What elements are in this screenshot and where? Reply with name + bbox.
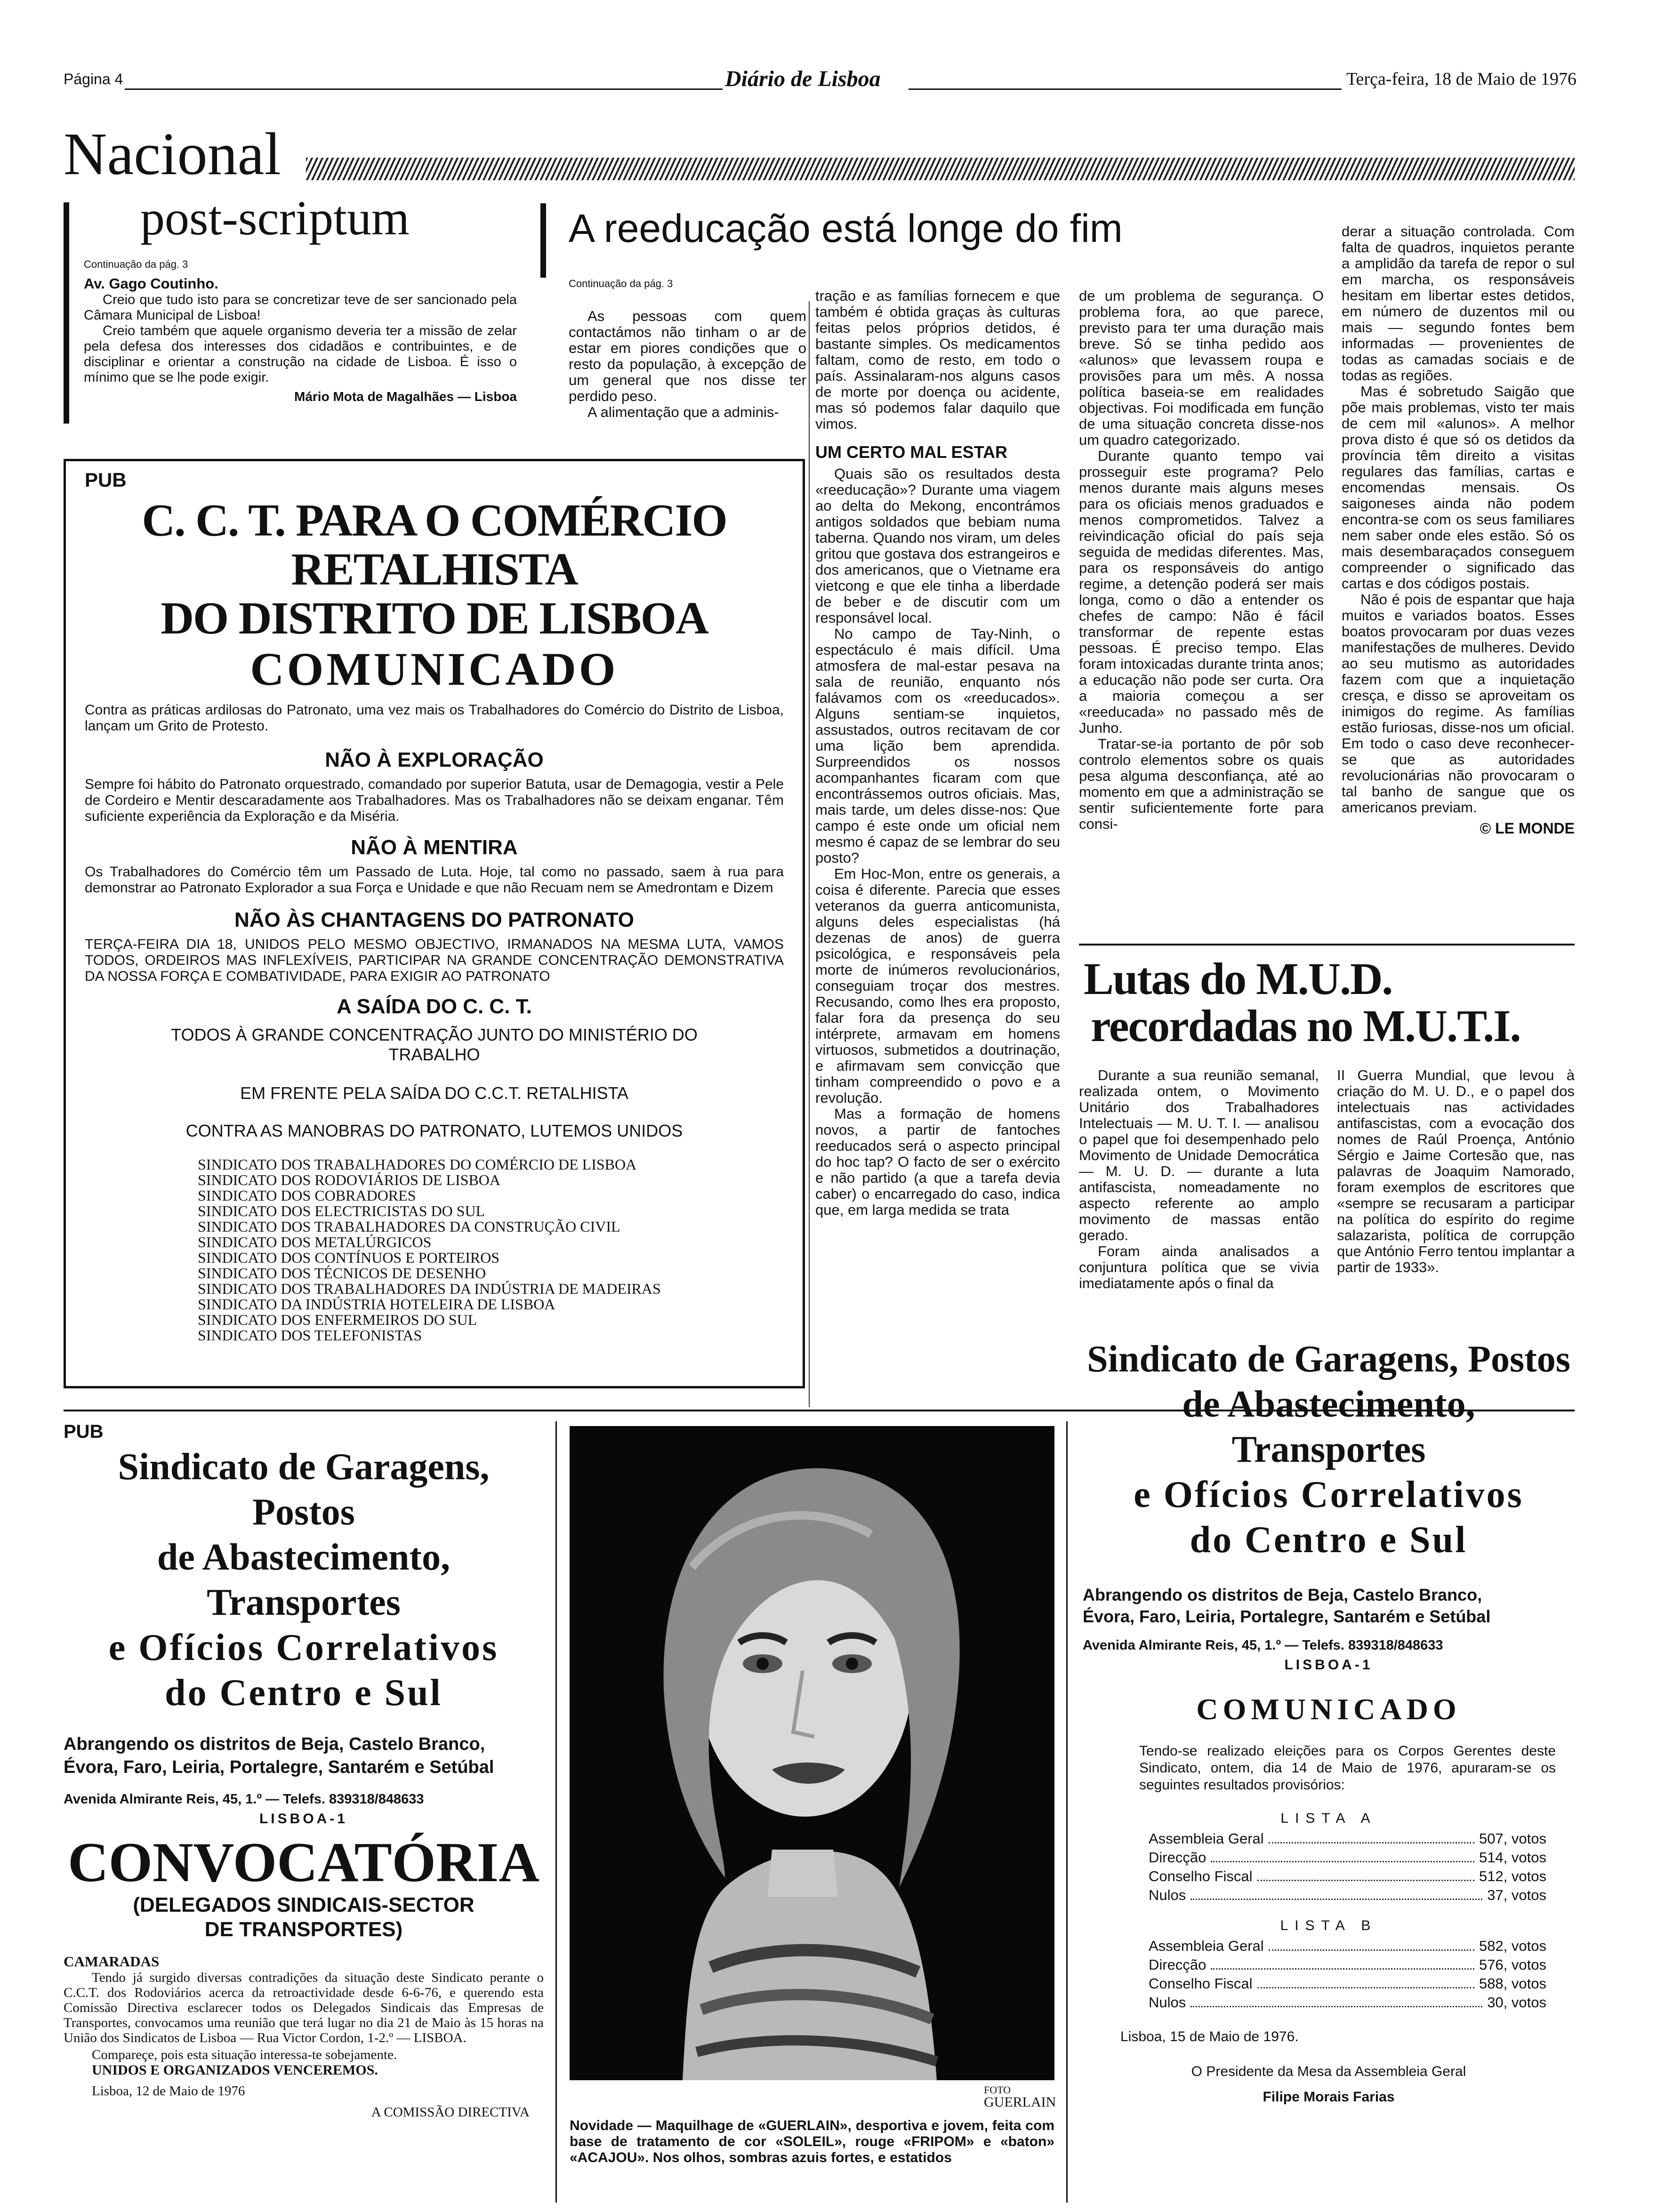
leader-dots <box>1211 1848 1474 1862</box>
cct-sindicato: SINDICATO DOS COBRADORES <box>198 1187 416 1204</box>
leader-dots <box>1257 1974 1474 1988</box>
mud-title-line2: recordadas no M.U.T.I. <box>1091 1001 1520 1051</box>
garagens-left-city: LISBOA-1 <box>259 1811 348 1827</box>
garagens-left-sign: A COMISSÃO DIRECTIVA <box>371 2105 530 2120</box>
result-label: Direcção <box>1149 1956 1207 1973</box>
reeducacao-paragraph: de um problema de segurança. O problema fora, ao que parece, previsto para ter uma duração mais breve. Só se tinha pedido aos «alunos» que levassem roupa e provisões para um mês. A nossa política baseia-se em realidades objectivas. Foi modificada em função de uma situação concreta disse-nos um quadro categorizado. <box>1079 288 1324 448</box>
result-label: Nulos <box>1149 1887 1186 1903</box>
garagens-left <box>64 1421 544 2207</box>
result-value: 512, votos <box>1479 1868 1546 1884</box>
garagens-right-name-1: Sindicato de Garagens, Postos <box>1087 1338 1570 1380</box>
garagens-right-districts-2: Évora, Faro, Leiria, Portalegre, Santarém e Setúbal <box>1083 1607 1491 1626</box>
header-rule-left <box>125 88 723 90</box>
lista-b-table <box>1149 1937 1546 2012</box>
mud-paragraph: Foram ainda analisados a conjuntura política que se vivia imediatamente após o final da <box>1079 1243 1319 1291</box>
result-label: Nulos <box>1149 1994 1186 2011</box>
garagens-left-districts-1: Abrangendo os distritos de Beja, Castelo Branco, <box>64 1734 485 1754</box>
header-date: Terça-feira, 18 de Maio de 1976 <box>1346 69 1577 89</box>
reeducacao-col-rule <box>809 301 810 1407</box>
lista-a-table <box>1149 1829 1546 1905</box>
section-hatch-bar <box>306 158 1575 180</box>
reeducacao-paragraph: Em Hoc-Mon, entre os generais, a coisa é diferente. Parecia que esses veteranos da guerra anticomunista, alguns deles especialistas (há dezenas de anos) de guerra psicológica, e responsáveis pela morte de inúmeros revolucionários, conseguiam troçar dos mestres. Recusando, como lhes era proposto, falar fora da presença do seu intérprete, armavam em homens virtuosos, submetidos a doutrinação, e afirmavam sem convicção que tinham compreendido o povo e a revolução. <box>815 866 1060 1106</box>
cct-sindicato: SINDICATO DOS CONTÍNUOS E PORTEIROS <box>198 1249 500 1266</box>
lista-b-row <box>1149 1993 1546 2012</box>
section-title: Nacional <box>64 120 281 187</box>
cct-sindicatos-list <box>198 1157 784 1343</box>
postscriptum-lead: Av. Gago Coutinho. <box>84 275 218 292</box>
mud-paragraph: Durante a sua reunião semanal, realizada ontem, o Movimento Unitário dos Trabalhadores Intelectuais — M. U. T. I. — analisou o papel que foi desempenhado pelo Movimento de Unidade Democrática — M. U. D. — durante a luta antifascista, nomeadamente no aspecto referente ao amplo movimento de massas então gerado. <box>1079 1067 1319 1243</box>
garagens-right-name-2: de Abastecimento, Transportes <box>1182 1384 1475 1470</box>
reeducacao-rule <box>540 203 546 278</box>
cct-heading-mentira: NÃO À MENTIRA <box>351 836 518 859</box>
garagens-left-address: Avenida Almirante Reis, 45, 1.º — Telefs. 839318/848633 <box>64 1792 424 1807</box>
garagens-left-convocatoria: CONVOCATÓRIA <box>67 1831 540 1893</box>
postscriptum-continuation: Continuação da pág. 3 <box>84 258 188 270</box>
result-label: Direcção <box>1149 1849 1207 1866</box>
lista-a-title: LISTA A <box>1280 1811 1377 1826</box>
cct-sindicato: SINDICATO DOS TRABALHADORES DA CONSTRUÇÃO CIVIL <box>198 1218 620 1235</box>
cct-sindicato: SINDICATO DOS TRABALHADORES DA INDÚSTRIA DE MADEIRAS <box>198 1280 661 1297</box>
result-value: 582, votos <box>1479 1938 1546 1954</box>
cct-sindicato: SINDICATO DA INDÚSTRIA HOTELEIRA DE LISBOA <box>198 1296 555 1313</box>
garagens-right-name-4: do Centro e Sul <box>1190 1519 1468 1561</box>
guerlain-foto-label: FOTO <box>984 2084 1011 2096</box>
masthead: Diário de Lisboa <box>725 66 881 91</box>
postscriptum-paragraph: Creio que tudo isto para se concretizar teve de ser sancionado pela Câmara Municipal de Lisboa! <box>84 292 517 323</box>
result-value: 576, votos <box>1479 1956 1546 1973</box>
cct-line-manobras: CONTRA AS MANOBRAS DO PATRONATO, LUTEMOS UNIDOS <box>185 1121 683 1140</box>
reeducacao-title: A reeducação está longe do fim <box>569 206 1123 250</box>
lista-a-row <box>1149 1886 1546 1905</box>
reeducacao-paragraph: A alimentação que a adminis- <box>587 404 779 420</box>
mud-paragraph: II Guerra Mundial, que levou à criação do M. U. D., e o papel dos intelectuais nas actividades antifascistas, com a evocação dos nomes de Raúl Proença, António Sérgio e Jaime Cortesão que, nas palavras de Joaquim Namorado, foram exemplos de escritores que «sempre se recusaram a participar na política do espírito do regime salazarista, política de corrupção que António Ferro tentou implantar a partir de 1933». <box>1337 1067 1575 1275</box>
cct-intro: Contra as práticas ardilosas do Patronato, uma vez mais os Trabalhadores do Comércio do Distrito de Lisboa, lançam um Grito de Protesto. <box>85 702 784 734</box>
mud-title <box>1079 955 1575 1050</box>
result-value: 588, votos <box>1479 1975 1546 1992</box>
reeducacao-col1 <box>569 308 806 420</box>
result-value: 37, votos <box>1487 1887 1546 1903</box>
mud-col2 <box>1337 1067 1575 1275</box>
mud-title-line1: Lutas do M.U.D. <box>1084 954 1392 1004</box>
reeducacao-paragraph: Mas é sobretudo Saigão que põe mais problemas, visto ter mais de cem mil «alunos». A melhor prova disto é que só os detidos da província têm direito a visitas regulares das famílias, cartas e encomendas mensais. Os saigoneses ainda não podem encontra-se com os seus familiares nem saber onde eles estão. Só os mais desembaraçados conseguem compreender o significado das cartas e dos códigos postais. <box>1342 383 1575 592</box>
reeducacao-paragraph: tração e as famílias fornecem e que também é obtida graças às culturas feitas pelos próprios detidos, é bastante simples. Os medicamentos faltam, como de resto, em todo o país. Assinalaram-nos alguns casos de morte por doença ou acidente, mas só podemos falar daquilo que vimos. <box>815 288 1060 432</box>
lista-b-row <box>1149 1956 1546 1974</box>
cct-line-ministerio: TODOS À GRANDE CONCENTRAÇÃO JUNTO DO MINISTÉRIO DO TRABALHO <box>171 1025 698 1064</box>
cct-sindicato: SINDICATO DOS TELEFONISTAS <box>198 1327 422 1344</box>
leader-dots <box>1190 1886 1482 1900</box>
cct-pub-label: PUB <box>85 469 127 491</box>
guerlain-caption: Novidade — Maquilhage de «GUERLAIN», desportiva e jovem, feita com base de tratamento de cor «SOLEIL», rouge «FRIPOM» e «baton» «ACAJOU». Nos olhos, sombras azuis fortes, e estatidos <box>570 2118 1054 2165</box>
reeducacao-paragraph: Tratar-se-ia portanto de pôr sob controlo elementos sobre os quais pesa alguma desconfiança, até ao momento em que a administração se sentir suficientemente forte para consi- <box>1079 736 1324 832</box>
result-label: Conselho Fiscal <box>1149 1868 1253 1884</box>
garagens-left-compareca: Compareçe, pois esta situação interessa-te sobejamente. <box>92 2047 397 2062</box>
leader-dots <box>1190 1993 1482 2007</box>
result-value: 507, votos <box>1479 1830 1546 1847</box>
garagens-right-sign-name: Filipe Morais Farias <box>1263 2089 1395 2105</box>
cct-heading-saida: A SAÍDA DO C. C. T. <box>337 995 532 1018</box>
postscriptum-paragraph: Creio também que aquele organismo deveria ter a missão de zelar pela defesa dos interesses dos cidadãos e contribuintes, e de disciplinar e orientar a construção na cidade de Lisboa. É isso o mínimo que se lhe pode exigir. <box>84 323 517 385</box>
garagens-left-slogan: UNIDOS E ORGANIZADOS VENCEREMOS. <box>92 2062 378 2078</box>
leader-dots <box>1257 1867 1474 1881</box>
leader-dots <box>1211 1956 1474 1970</box>
bottom-col-rule-left <box>555 1421 557 2203</box>
garagens-left-districts-2: Évora, Faro, Leiria, Portalegre, Santarém e Setúbal <box>64 1757 494 1777</box>
le-monde-credit: © LE MONDE <box>1480 820 1575 837</box>
postscriptum-rule <box>64 202 69 424</box>
page-number: Página 4 <box>64 71 123 88</box>
garagens-left-name-3: e Ofícios Correlativos <box>108 1627 499 1668</box>
lista-b-title: LISTA B <box>1280 1918 1377 1933</box>
garagens-left-name-4: do Centro e Sul <box>165 1672 442 1714</box>
result-value: 514, votos <box>1479 1849 1546 1866</box>
cct-text-exploracao: Sempre foi hábito do Patronato orquestrado, comandado por superior Batuta, usar de Demagogia, vestir a Pele de Cordeiro e Mentir descaradamente aos Trabalhadores. Mas os Trabalhadores não se deixam enganar. Têm suficiente experiência da Exploração e da Miséria. <box>85 777 784 824</box>
lista-a-row <box>1149 1848 1546 1867</box>
garagens-right-address: Avenida Almirante Reis, 45, 1.º — Telefs. 839318/848633 <box>1083 1638 1443 1653</box>
reeducacao-continuation: Continuação da pág. 3 <box>569 278 673 289</box>
cct-ad-box <box>64 459 805 1388</box>
cct-sindicato: SINDICATO DOS TÉCNICOS DE DESENHO <box>198 1265 486 1282</box>
mud-col1 <box>1079 1067 1319 1291</box>
garagens-left-sub-1: (DELEGADOS SINDICAIS-SECTOR <box>133 1893 475 1916</box>
reeducacao-paragraph: No campo de Tay-Ninh, o espectáculo é mais difícil. Uma atmosfera de mal-estar pesava na sala de reunião, enquanto nós falávamos com os «reeducados». Alguns sentiam-se inquietos, assustados, outros recitavam de cor uma lição bem aprendida. Surpreendidos os nossos acompanhantes ficaram com que encontrássemos outros oficiais. Mas, mais tarde, um deles disse-nos: Que campo é este onde um oficial nem mesmo é capaz de se lembrar do seu posto? <box>815 625 1060 866</box>
bottom-col-rule-right <box>1066 1421 1068 2203</box>
reeducacao-paragraph: derar a situação controlada. Com falta de quadros, inquietos perante a amplidão da tarefa de repor o sul em marcha, os responsáveis hesitam em libertar estes detidos, em número de duzentos mil ou mais — segundo fontes bem informadas — provenientes de todas as camadas sociais e de todas as regiões. <box>1342 223 1575 384</box>
garagens-left-pub: PUB <box>64 1421 104 1442</box>
garagens-right-districts-1: Abrangendo os distritos de Beja, Castelo Branco, <box>1083 1585 1482 1604</box>
cct-line-em-frente: EM FRENTE PELA SAÍDA DO C.C.T. RETALHISTA <box>240 1083 628 1103</box>
lista-a-row <box>1149 1829 1546 1848</box>
garagens-right-sign-role: O Presidente da Mesa da Assembleia Geral <box>1191 2064 1466 2079</box>
cct-comunicado: COMUNICADO <box>250 643 619 695</box>
garagens-right-comunicado: COMUNICADO <box>1196 1692 1461 1726</box>
cct-sindicato: SINDICATO DOS METALÚRGICOS <box>198 1234 432 1250</box>
garagens-left-date: Lisboa, 12 de Maio de 1976 <box>92 2084 245 2099</box>
result-value: 30, votos <box>1487 1994 1546 2011</box>
reeducacao-col4 <box>1342 224 1575 836</box>
garagens-left-name-2: de Abastecimento, Transportes <box>157 1537 450 1623</box>
leader-dots <box>1269 1829 1474 1843</box>
cct-title-line2: DO DISTRITO DE LISBOA <box>161 593 708 644</box>
postscriptum-signature: Mário Mota de Magalhães — Lisboa <box>294 389 517 404</box>
reeducacao-subhead: UM CERTO MAL ESTAR <box>815 442 1008 462</box>
header-rule-right <box>909 88 1342 90</box>
guerlain-photo <box>570 1426 1054 2080</box>
reeducacao-paragraph: Durante quanto tempo vai prosseguir este programa? Pelo menos durante mais alguns meses para os oficiais menos graduados e menos comprometidos. Talvez a reivindicação oficial do país seja seguida de medidas diferentes. Mas, para os responsáveis do antigo regime, a detenção poderá ser mais longa, como o dão a entender os chefes de campo: Não é fácil transformar de repente estas pessoas. É preciso tempo. Elas foram intoxicadas durante trinta anos; a educação não pode ser curta. Ora a maioria começou a ser «reeducada» no passado mês de Junho. <box>1079 448 1324 736</box>
garagens-left-name-1: Sindicato de Garagens, Postos <box>118 1446 490 1533</box>
garagens-right-intro: Tendo-se realizado eleições para os Corpos Gerentes deste Sindicato, ontem, dia 14 de Maio de 1976, apuraram-se os seguintes resultados provisórios: <box>1139 1743 1556 1793</box>
cct-sindicato: SINDICATO DOS RODOVIÁRIOS DE LISBOA <box>198 1171 500 1188</box>
cct-title-line1: C. C. T. PARA O COMÉRCIO RETALHISTA <box>142 495 727 595</box>
lista-b-row <box>1149 1974 1546 1993</box>
reeducacao-paragraph: Não é pois de espantar que haja muitos e variados boatos. Esses boatos provocaram por duas vezes manifestações de mulheres. Devido ao seu mutismo as autoridades fazem com que a inquietação cresça, e disso se aproveitam os inimigos do regime. As famílias estão furiosas, disse-nos um oficial. Em todo o caso deve reconhecer-se que as autoridades revolucionárias não provocaram o tal banho de sangue que os americanos previam. <box>1342 591 1575 816</box>
cct-heading-chantagens: NÃO ÀS CHANTAGENS DO PATRONATO <box>234 908 635 931</box>
guerlain-foto-brand: GUERLAIN <box>984 2094 1056 2110</box>
leader-dots <box>1269 1937 1474 1951</box>
garagens-right-name-3: e Ofícios Correlativos <box>1134 1474 1524 1515</box>
result-label: Conselho Fiscal <box>1149 1975 1253 1992</box>
garagens-right-city: LISBOA-1 <box>1284 1657 1373 1673</box>
woman-portrait-image <box>570 1426 1054 2080</box>
garagens-left-body: Tendo já surgido diversas contradições da situação deste Sindicato perante o C.C.T. dos Rodoviários acerca da retroactividade desde 6-6-76, e querendo esta Comissão Directiva esclarecer todos os Delegados Sindicais das Empresas de Transportes, convocamos uma reunião que terá lugar no dia 21 de Maio às 15 horas na União dos Sindicatos de Lisboa — Rua Victor Cordon, 1-2.º — LISBOA. <box>64 1970 544 2045</box>
reeducacao-paragraph: Quais são os resultados desta «reeducação»? Durante uma viagem ao delta do Mekong, encontrámos antigos soldados que bebiam numa taberna. Quando nos viram, um deles gritou que gostava dos estrangeiros e dos americanos, que o Vietname era vietcong e que ele tinha a liberdade de beber e de discutir com um responsável local. <box>815 465 1060 626</box>
cct-text-mentira: Os Trabalhadores do Comércio têm um Passado de Luta. Hoje, tal como no passado, saem à rua para demonstrar ao Patronato Explorador a sua Força e Unidade e que não Recuam nem se Amedrontam e Dizem <box>85 864 784 896</box>
garagens-left-sub-2: DE TRANSPORTES) <box>204 1918 403 1941</box>
reeducacao-col3 <box>1079 288 1324 832</box>
reeducacao-paragraph: As pessoas com quem contactámos não tinham o ar de estar em piores condições que o resto da população, à excepção de um general que nos disse ter perdido peso. <box>569 308 806 404</box>
cct-heading-exploracao: NÃO À EXPLORAÇÃO <box>325 748 544 771</box>
cct-text-chantagens: TERÇA-FEIRA DIA 18, UNIDOS PELO MESMO OBJECTIVO, IRMANADOS NA MESMA LUTA, VAMOS TODOS, ORDEIROS MAS INFLEXÍVEIS, PARTICIPAR NA GRANDE CONCENTRAÇÃO DEMONSTRATIVA DA NOSSA FORÇA E COMBATIVIDADE, PARA EXIGIR AO PATRONATO <box>85 937 784 984</box>
garagens-right <box>1083 1337 1575 2207</box>
garagens-left-camaradas: CAMARADAS <box>64 1953 160 1970</box>
result-label: Assembleia Geral <box>1149 1938 1264 1954</box>
reeducacao-col2 <box>815 288 1060 1218</box>
mud-rule-top <box>1079 944 1575 946</box>
lista-b-row <box>1149 1937 1546 1956</box>
garagens-right-date: Lisboa, 15 de Maio de 1976. <box>1120 2029 1299 2044</box>
reeducacao-paragraph: Mas a formação de homens novos, a partir de fantoches reeducados será o aspecto principal do hoc tap? O facto de ser o exército e não partido (a que a tarefa devia caber) o encarregado do caso, indica que, em larga medida se trata <box>815 1106 1060 1218</box>
lista-a-row <box>1149 1867 1546 1886</box>
cct-sindicato: SINDICATO DOS ENFERMEIROS DO SUL <box>198 1311 477 1328</box>
cct-sindicato: SINDICATO DOS TRABALHADORES DO COMÉRCIO DE LISBOA <box>198 1156 637 1173</box>
postscriptum-body <box>84 292 517 385</box>
postscriptum-title: post-scriptum <box>140 191 410 245</box>
result-label: Assembleia Geral <box>1149 1830 1264 1847</box>
postscriptum <box>84 191 517 426</box>
cct-sindicato: SINDICATO DOS ELECTRICISTAS DO SUL <box>198 1202 485 1219</box>
